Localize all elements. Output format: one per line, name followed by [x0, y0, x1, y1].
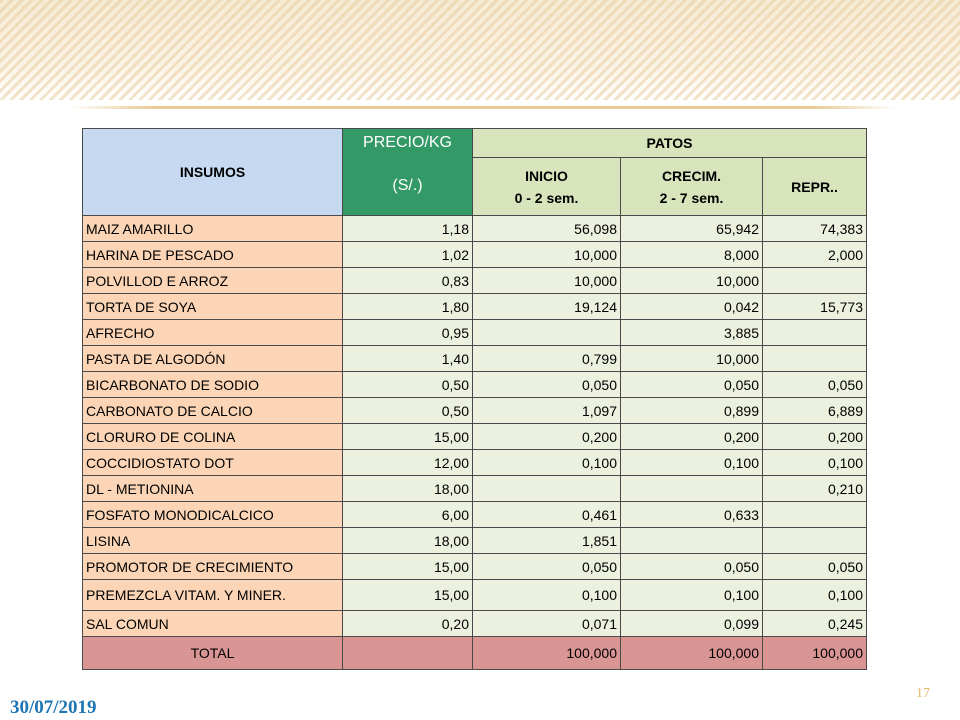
cell-precio: 12,00 [343, 450, 473, 476]
cell-insumo: SAL COMUN [83, 611, 343, 637]
table-row [83, 346, 867, 372]
header-crecim [621, 158, 763, 216]
table-row [83, 268, 867, 294]
cell-inicio: 19,124 [473, 294, 621, 320]
cell-crecim [621, 476, 763, 502]
header-patos: PATOS [473, 129, 867, 158]
cell-inicio: 1,097 [473, 398, 621, 424]
cell-inicio [473, 320, 621, 346]
cell-inicio: 0,100 [473, 580, 621, 611]
slide-date: 30/07/2019 [10, 697, 97, 718]
header-crecim-label: CRECIM. [661, 167, 722, 184]
table-row [83, 502, 867, 528]
cell-inicio [473, 476, 621, 502]
cell-inicio: 0,200 [473, 424, 621, 450]
total-row [83, 637, 867, 670]
cell-repr: 2,000 [763, 242, 867, 268]
cell-insumo: PASTA DE ALGODÓN [83, 346, 343, 372]
cell-repr: 0,100 [763, 580, 867, 611]
cell-inicio: 0,461 [473, 502, 621, 528]
cell-crecim: 0,042 [621, 294, 763, 320]
cell-insumo: AFRECHO [83, 320, 343, 346]
header-inicio-range: 0 - 2 sem. [514, 189, 579, 206]
header-precio-kg: PRECIO/KG [343, 129, 473, 158]
cell-precio: 0,83 [343, 268, 473, 294]
cell-crecim: 3,885 [621, 320, 763, 346]
table-row [83, 216, 867, 242]
cell-repr [763, 346, 867, 372]
cell-insumo: CARBONATO DE CALCIO [83, 398, 343, 424]
cell-repr: 0,100 [763, 450, 867, 476]
cell-crecim: 0,200 [621, 424, 763, 450]
cell-repr [763, 528, 867, 554]
cell-insumo: PREMEZCLA VITAM. Y MINER. [83, 580, 343, 611]
cell-inicio: 1,851 [473, 528, 621, 554]
cell-precio: 6,00 [343, 502, 473, 528]
total-inicio: 100,000 [473, 637, 621, 670]
table-row [83, 242, 867, 268]
total-crecim: 100,000 [621, 637, 763, 670]
cell-precio: 18,00 [343, 528, 473, 554]
header-insumos: INSUMOS [83, 129, 343, 216]
cell-crecim: 0,050 [621, 372, 763, 398]
cell-precio: 1,40 [343, 346, 473, 372]
cell-insumo: PROMOTOR DE CRECIMIENTO [83, 554, 343, 580]
table-row [83, 528, 867, 554]
table-row [83, 476, 867, 502]
cell-insumo: BICARBONATO DE SODIO [83, 372, 343, 398]
cell-inicio: 0,071 [473, 611, 621, 637]
table-row [83, 294, 867, 320]
feed-formula-table [82, 128, 867, 670]
cell-insumo: FOSFATO MONODICALCICO [83, 502, 343, 528]
total-precio [343, 637, 473, 670]
cell-insumo: TORTA DE SOYA [83, 294, 343, 320]
cell-repr: 0,245 [763, 611, 867, 637]
cell-precio: 15,00 [343, 580, 473, 611]
cell-inicio: 10,000 [473, 242, 621, 268]
cell-insumo: MAIZ AMARILLO [83, 216, 343, 242]
header-crecim-range: 2 - 7 sem. [659, 189, 724, 206]
table-row [83, 450, 867, 476]
table-row [83, 611, 867, 637]
total-label: TOTAL [83, 637, 343, 670]
cell-precio: 0,20 [343, 611, 473, 637]
cell-repr: 15,773 [763, 294, 867, 320]
cell-crecim: 10,000 [621, 268, 763, 294]
cell-inicio: 0,050 [473, 372, 621, 398]
cell-insumo: COCCIDIOSTATO DOT [83, 450, 343, 476]
cell-repr: 0,050 [763, 554, 867, 580]
header-precio-unit: (S/.) [343, 158, 473, 216]
cell-precio: 1,18 [343, 216, 473, 242]
cell-crecim: 0,100 [621, 450, 763, 476]
cell-precio: 15,00 [343, 424, 473, 450]
cell-crecim: 0,099 [621, 611, 763, 637]
cell-repr: 0,050 [763, 372, 867, 398]
table-row [83, 554, 867, 580]
slide-page-number: 17 [916, 686, 930, 701]
decorative-stripe-band [0, 0, 960, 100]
cell-precio: 18,00 [343, 476, 473, 502]
cell-crecim: 0,100 [621, 580, 763, 611]
cell-repr: 0,200 [763, 424, 867, 450]
table-row [83, 372, 867, 398]
cell-inicio: 56,098 [473, 216, 621, 242]
cell-repr: 6,889 [763, 398, 867, 424]
cell-crecim: 8,000 [621, 242, 763, 268]
cell-crecim: 0,633 [621, 502, 763, 528]
cell-precio: 1,02 [343, 242, 473, 268]
cell-insumo: LISINA [83, 528, 343, 554]
total-repr: 100,000 [763, 637, 867, 670]
header-repr: REPR.. [763, 158, 867, 216]
cell-inicio: 10,000 [473, 268, 621, 294]
header-inicio [473, 158, 621, 216]
cell-crecim: 65,942 [621, 216, 763, 242]
table-row [83, 580, 867, 611]
cell-precio: 0,50 [343, 372, 473, 398]
cell-insumo: CLORURO DE COLINA [83, 424, 343, 450]
cell-precio: 0,50 [343, 398, 473, 424]
header-inicio-label: INICIO [525, 167, 568, 184]
cell-precio: 15,00 [343, 554, 473, 580]
table-row [83, 398, 867, 424]
table-row [83, 424, 867, 450]
cell-repr: 0,210 [763, 476, 867, 502]
cell-repr [763, 502, 867, 528]
cell-crecim: 10,000 [621, 346, 763, 372]
cell-insumo: POLVILLOD E ARROZ [83, 268, 343, 294]
table-row [83, 320, 867, 346]
cell-inicio: 0,100 [473, 450, 621, 476]
cell-insumo: HARINA DE PESCADO [83, 242, 343, 268]
cell-repr: 74,383 [763, 216, 867, 242]
cell-inicio: 0,799 [473, 346, 621, 372]
decorative-divider [68, 106, 898, 109]
cell-crecim: 0,050 [621, 554, 763, 580]
cell-repr [763, 320, 867, 346]
cell-precio: 0,95 [343, 320, 473, 346]
cell-crecim: 0,899 [621, 398, 763, 424]
cell-precio: 1,80 [343, 294, 473, 320]
cell-crecim [621, 528, 763, 554]
cell-insumo: DL - METIONINA [83, 476, 343, 502]
cell-repr [763, 268, 867, 294]
cell-inicio: 0,050 [473, 554, 621, 580]
